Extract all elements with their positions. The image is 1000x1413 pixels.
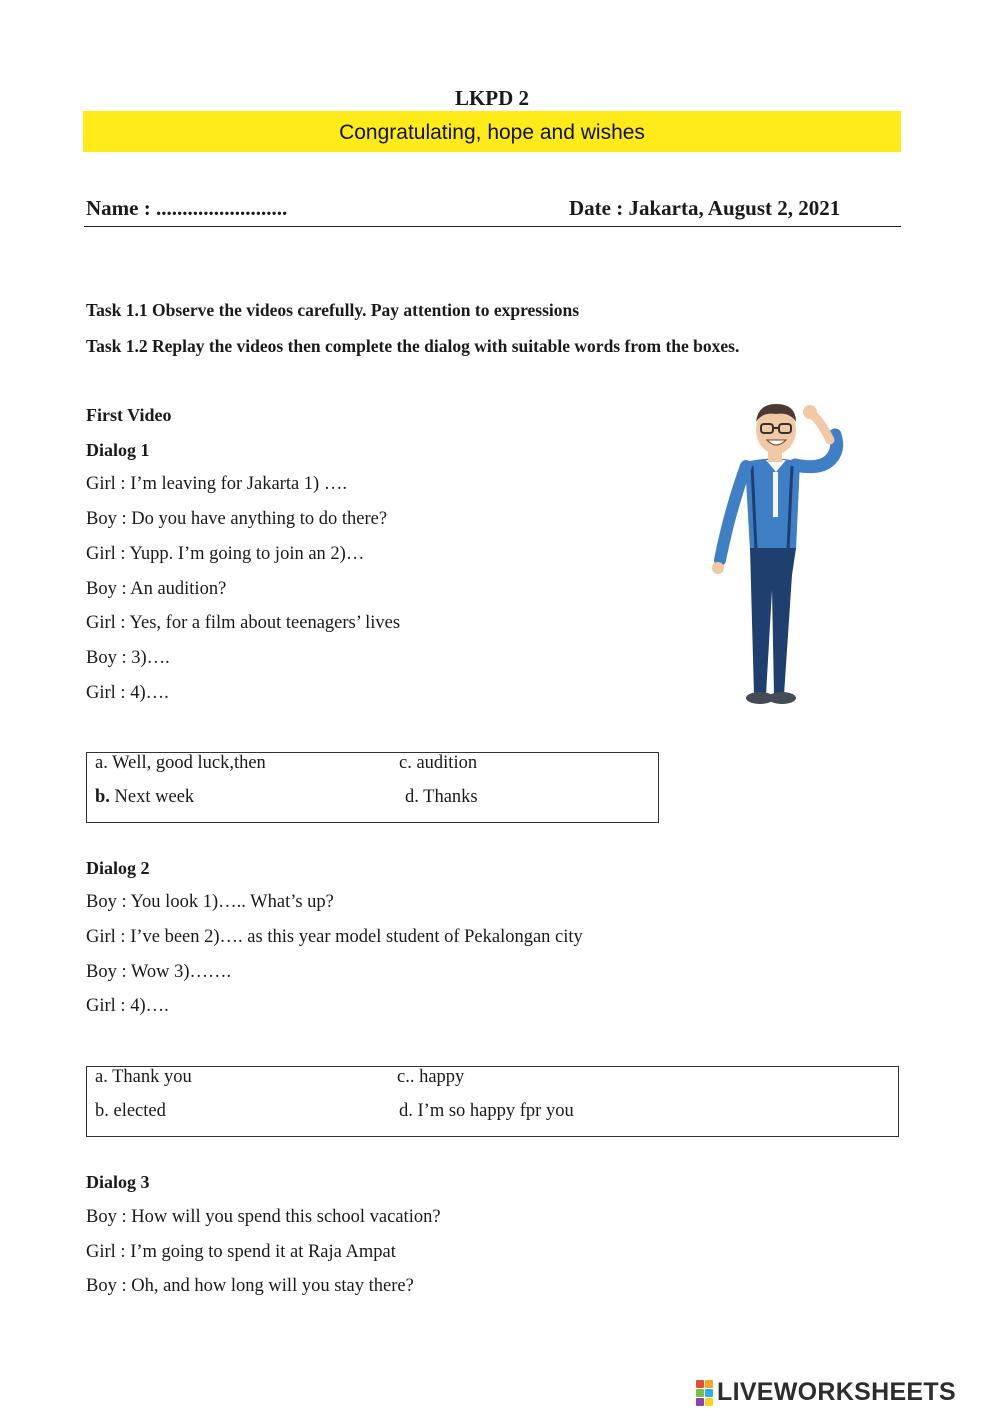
dialog-2-line: Girl : I’ve been 2)…. as this year model student of Pekalongan city: [86, 927, 583, 947]
liveworksheets-logo-text: LIVEWORKSHEETS: [717, 1378, 956, 1406]
worksheet-title: LKPD 2: [454, 86, 530, 110]
first-video-heading: First Video: [86, 405, 172, 425]
option-b: [95, 787, 194, 808]
option-a: a. Well, good luck,then: [95, 753, 266, 773]
option-a: a. Thank you: [95, 1067, 192, 1087]
task-1-2: Task 1.2 Replay the videos then complete the dialog with suitable words from the boxes.: [86, 336, 740, 356]
dialog-3-heading: Dialog 3: [86, 1172, 150, 1192]
name-field-label: Name : .........................: [86, 196, 288, 220]
option-b-text: Next week: [109, 787, 195, 807]
option-b-prefix: b.: [95, 787, 110, 807]
task-1-1: Task 1.1 Observe the videos carefully. Pay attention to expressions: [86, 300, 580, 320]
dialog-1-line: Girl : Yes, for a film about teenagers’ lives: [86, 613, 401, 633]
topic-banner: [83, 111, 901, 152]
option-d: d. I’m so happy fpr you: [399, 1101, 574, 1121]
option-c: c. audition: [399, 753, 478, 773]
dialog-1-line: Girl : I’m leaving for Jakarta 1) ….: [86, 474, 347, 494]
topic-banner-text: Congratulating, hope and wishes: [339, 121, 645, 144]
dialog-2-line: Boy : You look 1)….. What’s up?: [86, 892, 334, 912]
dialog-1-line: Boy : Do you have anything to do there?: [86, 509, 388, 529]
option-d: d. Thanks: [405, 787, 478, 807]
liveworksheets-logo-icon: [696, 1380, 713, 1406]
dialog-1-options-box: [86, 752, 659, 823]
dialog-2-options-box: [86, 1066, 899, 1137]
dialog-1-line: Boy : 3)….: [86, 648, 170, 668]
dialog-2-line: Boy : Wow 3)…….: [86, 962, 232, 982]
liveworksheets-logo: [696, 1378, 956, 1407]
header-divider: [84, 226, 901, 227]
dialog-3-line: Girl : I’m going to spend it at Raja Ampat: [86, 1242, 396, 1262]
dialog-3-line: Boy : How will you spend this school vacation?: [86, 1207, 441, 1227]
dialog-2-line: Girl : 4)….: [86, 996, 169, 1016]
dialog-1-line: Boy : An audition?: [86, 579, 227, 599]
option-c: c.. happy: [397, 1067, 465, 1087]
date-label: Date : Jakarta, August 2, 2021: [569, 196, 841, 220]
dialog-2-heading: Dialog 2: [86, 858, 150, 878]
dialog-3-line: Boy : Oh, and how long will you stay there?: [86, 1276, 414, 1296]
option-b: b. elected: [95, 1101, 166, 1121]
cartoon-man-illustration: [700, 400, 860, 710]
dialog-1-heading: Dialog 1: [86, 440, 150, 460]
dialog-1-line: Girl : Yupp. I’m going to join an 2)…: [86, 544, 365, 564]
dialog-1-line: Girl : 4)….: [86, 683, 169, 703]
